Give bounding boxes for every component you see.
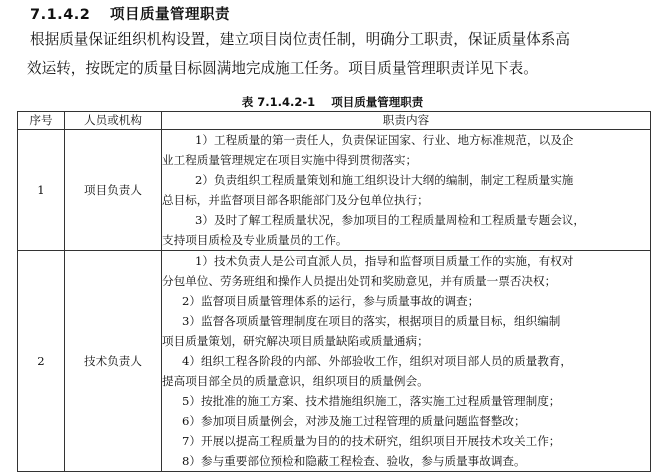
row-2-seq: 2 <box>18 251 65 472</box>
duty-line: 4）组织工程各阶段的内部、外部验收工作，组织对项目部人员的质量教育， <box>182 354 572 368</box>
row-1-role: 项目负责人 <box>65 130 162 251</box>
table-row <box>18 251 651 472</box>
duty-line: 提高项目部全员的质量意识，组织项目的质量例会。 <box>162 374 429 388</box>
duty-line: 1）工程质量的第一责任人，负责保证国家、行业、地方标准规范，以及企 <box>195 133 574 147</box>
duty-line: 分包单位、劳务班组和操作人员提出处罚和奖励意见，并有质量一票否决权； <box>162 274 557 288</box>
quality-duty-table <box>17 111 651 472</box>
duty-line: 业工程质量管理规定在项目实施中得到贯彻落实； <box>162 153 418 167</box>
intro-paragraph-line-2: 效运转，按既定的质量目标圆满地完成施工任务。项目质量管理职责详见下表。 <box>27 60 538 77</box>
table-header-row <box>18 112 651 130</box>
duty-line: 5）按批准的施工方案、技术措施组织施工，落实施工过程质量管理制度； <box>182 394 561 408</box>
section-number: 7.1.4.2 <box>30 7 91 23</box>
duty-line: 7）开展以提高工程质量为目的的技术研究，组织项目开展技术攻关工作； <box>182 434 561 448</box>
duty-line: 2）负责组织工程质量策划和施工组织设计大纲的编制，制定工程质量实施 <box>195 173 574 187</box>
duty-line: 项目质量策划，研究解决项目质量缺陷或质量通病； <box>162 334 429 348</box>
header-seq: 序号 <box>18 112 65 130</box>
row-1-seq: 1 <box>18 130 65 251</box>
duty-line: 3）监督各项质量管理制度在项目的落实，根据项目的质量目标，组织编制 <box>182 314 561 328</box>
duty-line: 支持项目质检及专业质量员的工作。 <box>162 233 348 247</box>
duty-line: 1）技术负责人是公司直派人员，指导和监督项目质量工作的实施，有权对 <box>195 254 574 268</box>
table-caption-number: 表 7.1.4.2-1 <box>241 95 316 109</box>
section-title: 项目质量管理职责 <box>109 7 230 23</box>
table-caption-title: 项目质量管理职责 <box>331 95 424 109</box>
table-caption <box>0 94 665 110</box>
header-role: 人员或机构 <box>65 112 162 130</box>
row-2-duties <box>162 251 651 472</box>
duty-line: 6）参加项目质量例会，对涉及施工过程管理的质量问题监督整改； <box>182 414 526 428</box>
duty-line: 3）及时了解工程质量状况，参加项目的工程质量周检和工程质量专题会议， <box>195 213 585 227</box>
table-row <box>18 130 651 251</box>
row-2-role: 技术负责人 <box>65 251 162 472</box>
duty-line: 2）监督项目质量管理体系的运行，参与质量事故的调查； <box>182 294 480 308</box>
row-1-duties <box>162 130 651 251</box>
header-duties: 职责内容 <box>162 112 651 130</box>
duty-line: 总目标，并监督项目部各职能部门及分包单位执行； <box>162 193 429 207</box>
duty-line: 8）参与重要部位预检和隐蔽工程检查、验收，参与质量事故调查。 <box>182 454 526 468</box>
section-heading <box>30 3 230 24</box>
intro-paragraph-line-1: 根据质量保证组织机构设置，建立项目岗位责任制，明确分工职责，保证质量体系高 <box>30 31 570 48</box>
